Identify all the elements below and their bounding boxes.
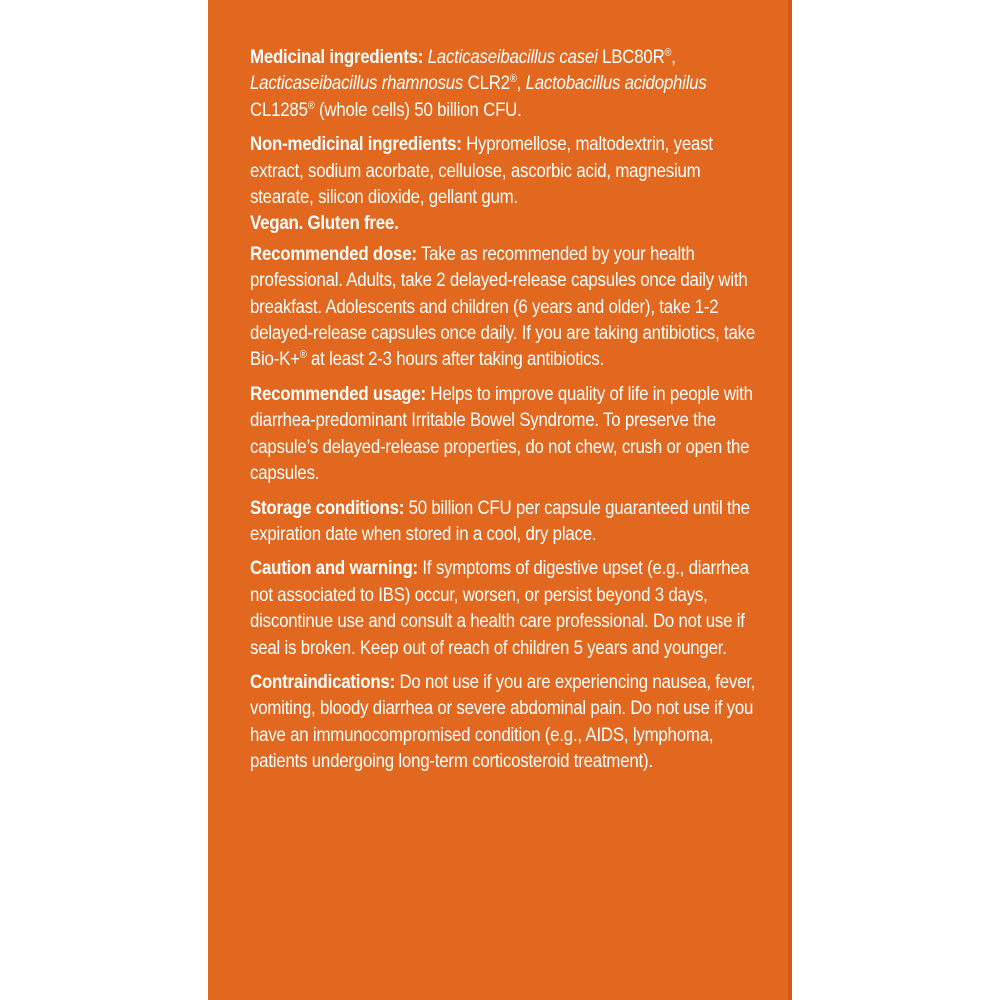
contraindications bbox=[250, 669, 766, 775]
recommended-dose bbox=[250, 241, 775, 373]
separator: , bbox=[671, 46, 676, 68]
medicinal-tail: (whole cells) 50 billion CFU. bbox=[318, 98, 522, 121]
non-medicinal-heading: Non-medicinal ingredients: bbox=[250, 133, 462, 156]
registered-mark: ® bbox=[664, 47, 672, 59]
contraindications-text: Do not use if you are experiencing nausea, fever, vomiting, bloody diarrhea or severe abdominal pain. Do not use if you have an immunocompromised condition (e.g., AIDS, lymphoma, patients undergoing long-term corticosteroid treatment). bbox=[250, 670, 756, 773]
recommended-usage bbox=[250, 381, 775, 487]
strain-2-code: CLR2 bbox=[467, 72, 510, 95]
strain-1-code: LBC80R bbox=[602, 46, 665, 68]
storage-heading: Storage conditions: bbox=[250, 496, 405, 519]
storage-text: 50 billion CFU per capsule guaranteed until the expiration date when stored in a cool, dry place. bbox=[250, 496, 750, 545]
non-medicinal-text: Hypromellose, maltodextrin, yeast extract, sodium acorbate, cellulose, ascorbic acid, magnesium stearate, silicon dioxide, gellant gum. bbox=[250, 133, 713, 209]
medicinal-ingredients-heading: Medicinal ingredients: bbox=[250, 46, 424, 68]
caution-text: If symptoms of digestive upset (e.g., diarrhea not associated to IBS) occur, worsen, or persist beyond 3 days, discontinue use and consult a health care professional. Do not use if seal is broken. Keep out of reach of children 5 years and younger. bbox=[250, 557, 749, 659]
caution-heading: Caution and warning: bbox=[250, 557, 418, 580]
strain-3-name: Lactobacillus acidophilus bbox=[525, 72, 707, 95]
recommended-usage-text: Helps to improve quality of life in people with diarrhea-predominant Irritable Bowel Syndrome. To preserve the capsule’s delayed-release properties, do not chew, crush or open the capsules. bbox=[250, 382, 753, 485]
strain-3-code: CL1285 bbox=[250, 98, 308, 121]
registered-mark: ® bbox=[299, 349, 307, 362]
separator: , bbox=[516, 72, 522, 95]
non-medicinal-ingredients bbox=[250, 131, 736, 237]
medicinal-ingredients bbox=[250, 44, 732, 123]
strain-1-name: Lacticaseibacillus casei bbox=[427, 46, 598, 68]
strain-2-name: Lacticaseibacillus rhamnosus bbox=[250, 72, 464, 95]
recommended-usage-heading: Recommended usage: bbox=[250, 382, 426, 405]
registered-mark: ® bbox=[509, 73, 517, 86]
product-label-panel bbox=[208, 0, 792, 1000]
vegan-gluten-free: Vegan. Gluten free. bbox=[250, 212, 399, 235]
recommended-dose-heading: Recommended dose: bbox=[250, 242, 417, 265]
contraindications-heading: Contraindications: bbox=[250, 670, 395, 693]
caution-and-warning bbox=[250, 555, 766, 661]
recommended-dose-text-end: at least 2-3 hours after taking antibiotics. bbox=[310, 348, 605, 371]
storage-conditions bbox=[250, 495, 766, 548]
recommended-dose-text: Take as recommended by your health professional. Adults, take 2 delayed-release capsules once daily with breakfast. Adolescents and children (6 years and older), take 1-2 delayed-release capsules once daily. If you are taking antibiotics, take Bio-K+ bbox=[250, 242, 756, 371]
registered-mark: ® bbox=[307, 99, 315, 112]
